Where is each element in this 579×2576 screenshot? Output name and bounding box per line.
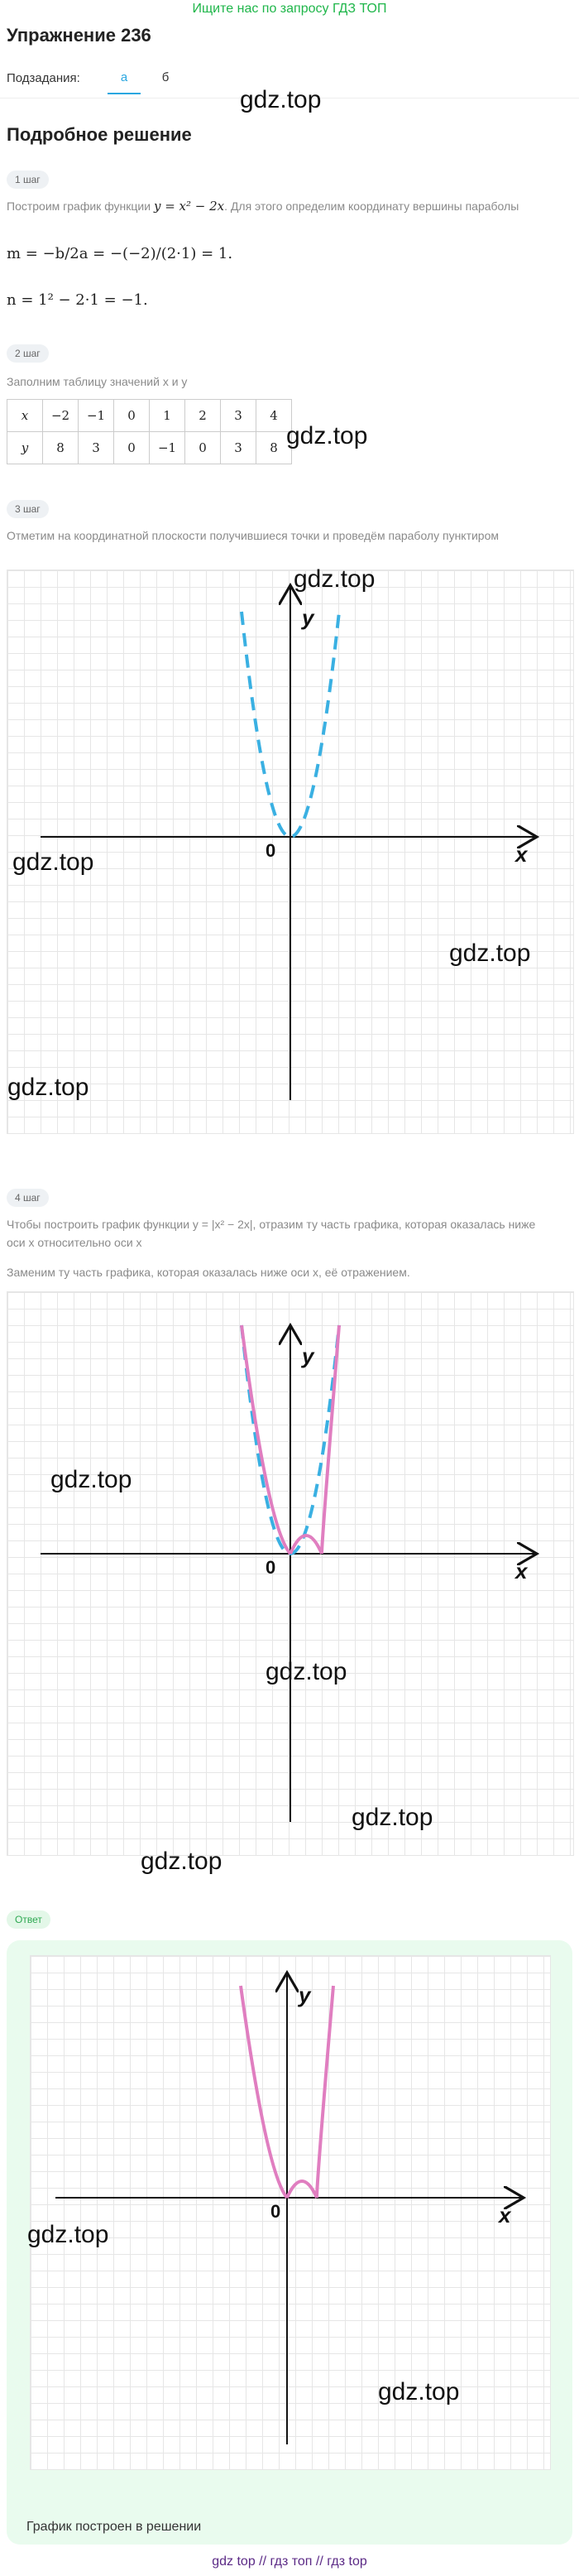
abs-parabola-right [322,1325,339,1554]
step4-text-2: Заменим ту часть графика, которая оказалась ниже оси x, её отражением. [7,1266,410,1279]
watermark: gdz.top [286,422,368,449]
graph-abs [7,1291,574,1856]
x-axis-label: x [515,1559,528,1584]
x-axis-label: x [515,842,528,867]
table-cell: 8 [43,432,79,464]
watermark: gdz.top [378,2378,460,2405]
watermark: gdz.top [50,1466,132,1493]
table-cell: 4 [256,400,292,432]
table-cell: 0 [114,432,150,464]
abs-parabola-left [242,1325,290,1554]
graph-answer-svg [31,1956,550,2469]
graph-answer [27,1955,551,2470]
watermark: gdz.top [294,565,376,593]
abs-parabola-hump [287,2181,317,2198]
step-badge-4: 4 шаг [7,1189,49,1207]
y-axis-label: y [302,1343,314,1368]
watermark: gdz.top [141,1848,223,1875]
footer-link[interactable]: гдз top [327,2554,367,2569]
answer-box [7,1940,572,2545]
table-cell: 3 [79,432,114,464]
section-title: Подробное решение [7,124,192,145]
footer-link[interactable]: gdz top [212,2554,256,2569]
watermark: gdz.top [12,848,94,876]
table-cell: −1 [150,432,185,464]
subtasks-label: Подзадания: [7,71,80,85]
page-title: Упражнение 236 [7,25,151,46]
footer-separator: // [259,2554,267,2569]
step2-text: Заполним таблицу значений x и y [7,375,188,388]
table-cell: 0 [185,432,221,464]
table-cell: y [7,432,43,464]
vertex-n-formula: n = 1² − 2·1 = −1. [7,291,148,309]
table-cell: 0 [114,400,150,432]
footer-separator: // [315,2554,323,2569]
y-axis-label: y [299,1982,311,2007]
table-cell: 2 [185,400,221,432]
table-cell: −1 [79,400,114,432]
origin-label: 0 [270,2201,281,2222]
graph-abs-svg [7,1292,573,1855]
table-cell: 3 [221,432,256,464]
tab-subtask-a[interactable]: а [108,70,141,94]
step3-text: Отметим на координатной плоскости получившиеся точки и проведём параболу пунктиром [7,529,500,542]
y-axis-label: y [302,605,314,630]
watermark: gdz.top [449,940,531,967]
table-cell: x [7,400,43,432]
watermark: gdz.top [266,1658,347,1685]
vertex-m-formula: m = −b/2a = −(−2)/(2·1) = 1. [7,245,233,262]
step1-func: y = x² − 2x [153,199,225,214]
watermark: gdz.top [240,86,322,113]
tab-subtask-b[interactable]: б [161,70,170,84]
watermark: gdz.top [7,1074,89,1101]
origin-label: 0 [266,1557,276,1578]
answer-badge: Ответ [7,1910,50,1929]
table-cell: −2 [43,400,79,432]
graph-dashed [7,565,574,1134]
answer-text: График построен в решении [26,2520,202,2534]
values-table [7,399,292,464]
abs-parabola-right [317,1986,333,2198]
table-row-x [7,400,292,432]
table-cell: 3 [221,400,256,432]
footer-links [0,2554,579,2569]
top-banner[interactable]: Ищите нас по запросу ГДЗ ТОП [192,2,387,16]
watermark: gdz.top [352,1804,433,1831]
x-axis-label: x [499,2203,511,2228]
watermark: gdz.top [27,2221,109,2248]
footer-link[interactable]: гдз топ [270,2554,313,2569]
step4-text-1: Чтобы построить график функции y = |x² − 2x|, отразим ту часть графика, которая оказалась ниже оси x относительно оси x [7,1218,536,1249]
step-badge-1: 1 шаг [7,171,49,189]
table-cell: 1 [150,400,185,432]
table-cell: 8 [256,432,292,464]
step1-text-pre: Построим график функции [7,199,154,213]
table-row-y [7,432,292,464]
step-badge-2: 2 шаг [7,344,49,363]
step1-text-post: . Для этого определим координату вершины параболы [224,199,519,213]
origin-label: 0 [266,840,276,861]
step-badge-3: 3 шаг [7,500,49,518]
step1-text [7,197,553,215]
abs-parabola-left [241,1986,287,2198]
